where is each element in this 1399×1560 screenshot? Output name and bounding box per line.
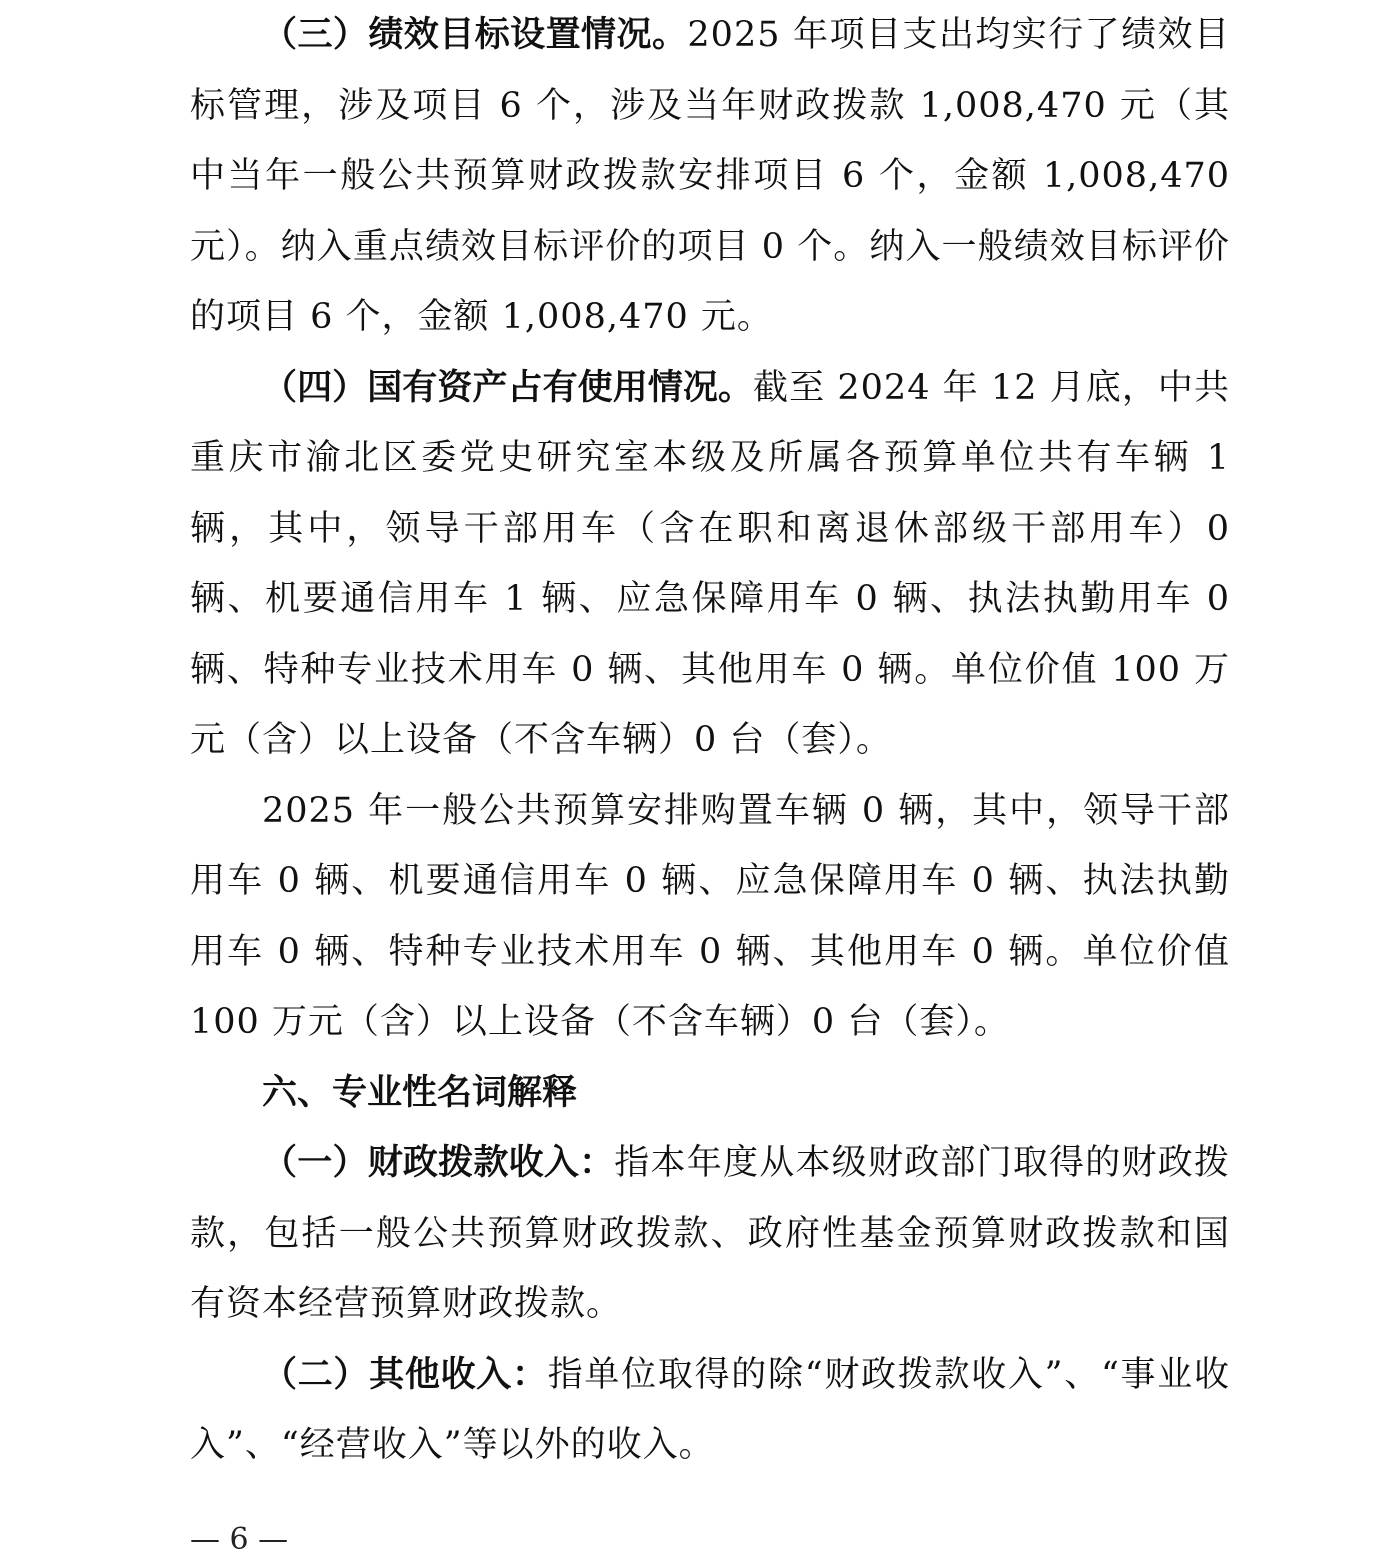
paragraph-text-fiscal-appropriation-income: 指本年度从本级财政部门取得的财政拨款，包括一般公共预算财政拨款、政府性基金预算财政拨款和国有资本经营预算财政拨款。 — [190, 1143, 1230, 1324]
paragraph-text-other-income: 指单位取得的除“财政拨款收入”、“事业收入”、“经营收入”等以外的收入。 — [190, 1354, 1230, 1465]
paragraph-lead-other-income: （二）其他收入： — [262, 1354, 548, 1395]
paragraph-performance-targets — [190, 0, 1230, 353]
paragraph-fiscal-appropriation-income — [190, 1128, 1230, 1340]
section-heading-terms: 六、专业性名词解释 — [262, 1072, 578, 1113]
paragraph-vehicle-purchase — [190, 776, 1230, 1058]
paragraph-lead-fiscal-appropriation-income: （一）财政拨款收入： — [262, 1143, 615, 1183]
document-body — [190, 0, 1230, 1481]
paragraph-text-vehicle-purchase: 2025 年一般公共预算安排购置车辆 0 辆，其中，领导干部用车 0 辆、机要通信用车 0 辆、应急保障用车 0 辆、执法执勤用车 0 辆、特种专业技术用车 0 辆、其他用车 0 辆。单位价值 100 万元（含）以上设备（不含车辆）0 台（套）。 — [190, 790, 1230, 1042]
paragraph-state-assets — [190, 353, 1230, 776]
paragraph-lead-performance-targets: （三）绩效目标设置情况。 — [262, 15, 688, 55]
page-number: — 6 — — [190, 1522, 289, 1557]
paragraph-text-performance-targets: 2025 年项目支出均实行了绩效目标管理，涉及项目 6 个，涉及当年财政拨款 1,008,470 元（其中当年一般公共预算财政拨款安排项目 6 个，金额 1,008,470 元）。纳入重点绩效目标评价的项目 0 个。纳入一般绩效目标评价的项目 6 个，金额 1,008,470 元。 — [190, 15, 1230, 337]
paragraph-lead-state-assets: （四）国有资产占有使用情况。 — [262, 367, 754, 408]
paragraph-text-state-assets: 截至 2024 年 12 月底，中共重庆市渝北区委党史研究室本级及所属各预算单位共有车辆 1 辆，其中，领导干部用车（含在职和离退休部级干部用车）0 辆、机要通信用车 1 辆、应急保障用车 0 辆、执法执勤用车 0 辆、特种专业技术用车 0 辆、其他用车 0 辆。单位价值 100 万元（含）以上设备（不含车辆）0 台（套）。 — [190, 367, 1230, 760]
paragraph-other-income — [190, 1340, 1230, 1481]
